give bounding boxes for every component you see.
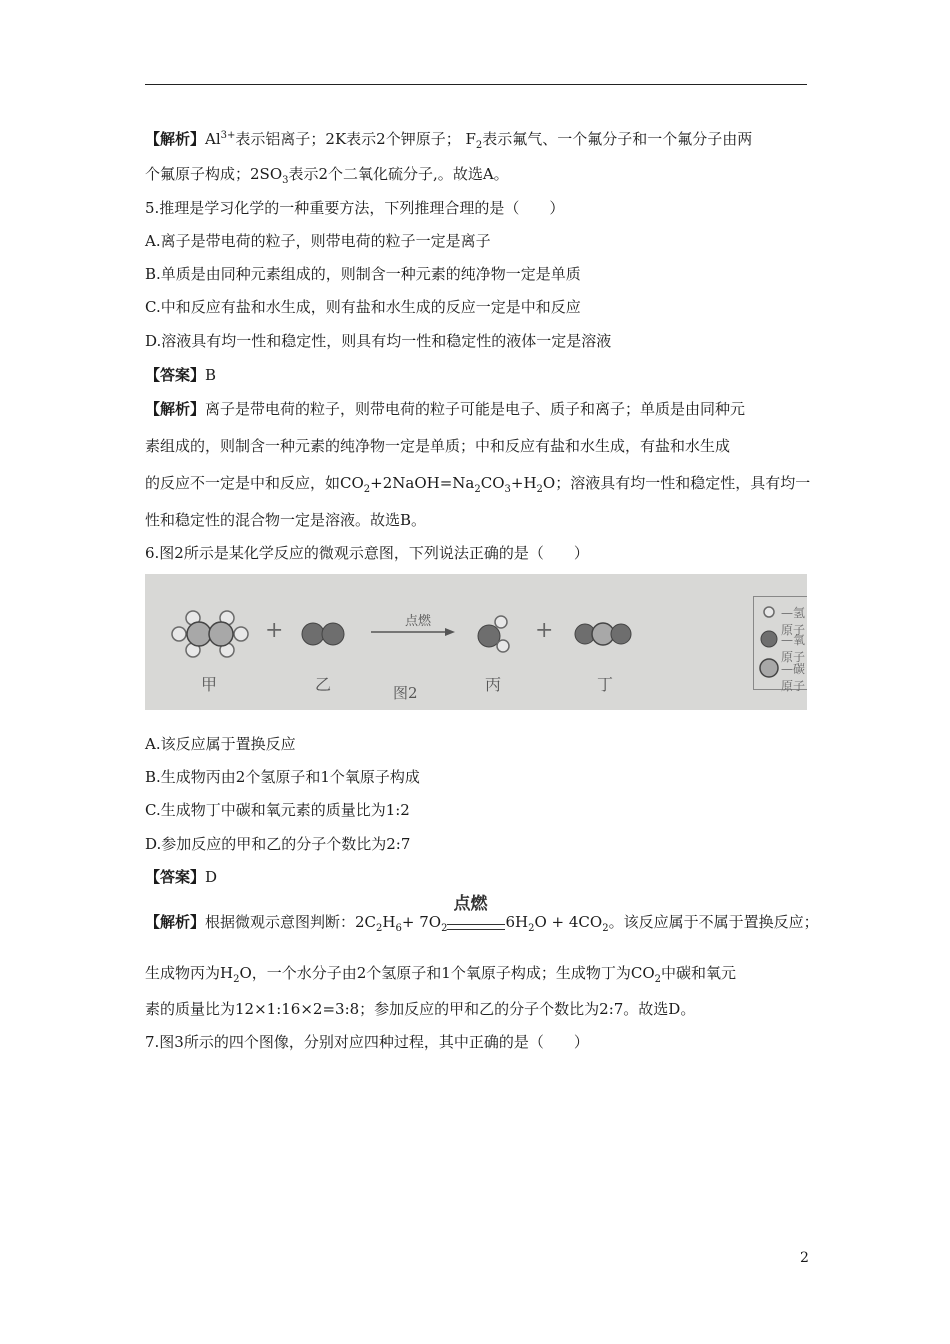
- arrow-condition-label: 点燃: [405, 614, 432, 629]
- plus-sign-1: +: [265, 618, 284, 643]
- molecule-yi: [302, 623, 344, 645]
- q6-option-a: A.该反应属于置换反应: [145, 735, 296, 753]
- molecule-drawing: [145, 574, 807, 710]
- q5-option-b: B.单质是由同种元素组成的，则制含一种元素的纯净物一定是单质: [145, 265, 581, 283]
- q5-option-c: C.中和反应有盐和水生成，则有盐和水生成的反应一定是中和反应: [145, 298, 581, 316]
- q5-answer: 【答案】B: [145, 366, 217, 384]
- legend-carbon: —碳原子: [781, 662, 806, 693]
- q6-option-d: D.参加反应的甲和乙的分子个数比为2:7: [145, 835, 411, 853]
- q4-analysis-line-2: 个氟原子构成；$2SO_3$表示2个二氧化硫分子,。故选A。: [145, 165, 509, 186]
- header-rule: [145, 84, 807, 85]
- q5-option-a: A.离子是带电荷的粒子，则带电荷的粒子一定是离子: [145, 232, 491, 250]
- q4-analysis-line-1: 【解析】$Al^{3+}$表示铝离子；2K表示2个钾原子； $F_2$表示氟气、一个氟分子和一个氟分子由两: [145, 130, 753, 151]
- q5-stem: 5.推理是学习化学的一种重要方法，下列推理合理的是（ ）: [145, 199, 565, 217]
- q6-answer: 【答案】D: [145, 868, 218, 886]
- q5-option-d: D.溶液具有均一性和稳定性，则具有均一性和稳定性的液体一定是溶液: [145, 332, 612, 350]
- q6-analysis-line-1: 【解析】根据微观示意图判断：$2C_2H_6+ 7O_2$ 点燃 $6H_2O + 4CO_2$。该反应属于不属于置换反应；: [145, 894, 819, 934]
- label-bing: 丙: [485, 675, 502, 694]
- legend-hydrogen: —氢原子: [781, 606, 806, 637]
- reaction-arrow: [371, 628, 455, 636]
- q6-analysis-line-2: 生成物丙为$H_2O$，一个水分子由2个氢原子和1个氧原子构成；生成物丁为$CO_2$中碳和氧元: [145, 964, 737, 985]
- q5-analysis-line-2: 素组成的，则制含一种元素的纯净物一定是单质；中和反应有盐和水生成，有盐和水生成: [145, 437, 731, 455]
- reaction-diagram: [145, 574, 807, 710]
- page-number: 2: [800, 1250, 809, 1266]
- label-ding: 丁: [597, 675, 614, 694]
- plus-sign-2: +: [535, 618, 554, 643]
- label-yi: 乙: [315, 675, 332, 694]
- q5-analysis-line-4: 性和稳定性的混合物一定是溶液。故选B。: [145, 511, 427, 529]
- q5-analysis-line-1: 【解析】离子是带电荷的粒子，则带电荷的粒子可能是电子、质子和离子；单质是由同种元: [145, 400, 746, 418]
- molecule-jia: [172, 611, 248, 657]
- q6-stem: 6.图2所示是某化学反应的微观示意图，下列说法正确的是（ ）: [145, 544, 589, 562]
- q5-analysis-line-3: 的反应不一定是中和反应，如$CO_2+2NaOH=Na_2CO_3+H_2O$；溶液具有均一性和稳定性，具有均一: [145, 474, 811, 495]
- molecule-ding: [575, 623, 631, 645]
- legend-oxygen: —氧原子: [781, 633, 806, 664]
- q6-option-c: C.生成物丁中碳和氧元素的质量比为1:2: [145, 801, 410, 819]
- figure-caption: 图2: [393, 684, 418, 702]
- q6-analysis-line-3: 素的质量比为12×1:16×2=3:8；参加反应的甲和乙的分子个数比为2:7。故选D。: [145, 1000, 696, 1018]
- q6-option-b: B.生成物丙由2个氢原子和1个氧原子构成: [145, 768, 420, 786]
- label-jia: 甲: [201, 675, 218, 694]
- reaction-condition: 点燃: [447, 911, 505, 933]
- q7-stem: 7.图3所示的四个图像，分别对应四种过程，其中正确的是（ ）: [145, 1033, 589, 1051]
- molecule-bing: [478, 616, 509, 652]
